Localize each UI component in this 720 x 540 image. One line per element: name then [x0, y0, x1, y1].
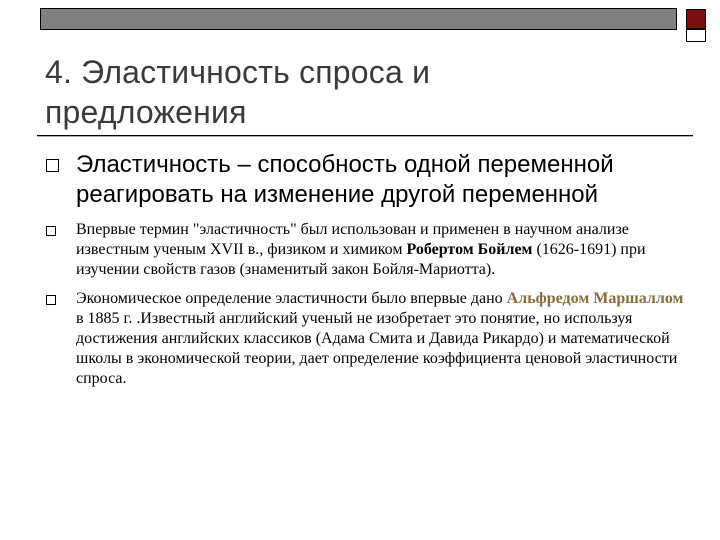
highlight-name: Альфредом Маршаллом: [506, 290, 684, 307]
title-divider: [37, 135, 693, 137]
bullet-text-after: в 1885 г. .Известный английский ученый не изобретает это понятие, но используя достижения английских классиков (Адама Смита и Давида Рикардо) и математической школы в экономической теории, дает определение коэффициента ценовой эластичности спроса.: [76, 310, 678, 387]
slide-title-line1: 4. Эластичность спроса и: [45, 54, 431, 90]
bullet-boyle: [40, 220, 690, 280]
highlight-name: Робертом Бойлем: [406, 241, 533, 258]
bullet-list: [40, 150, 690, 398]
slide-title: [45, 52, 695, 132]
bullet-text-before: Экономическое определение эластичности было впервые дано: [76, 290, 507, 307]
accent-square-bottom: [686, 29, 706, 42]
accent-square-top: [686, 9, 706, 29]
bullet-text: Эластичность – способность одной переменной реагировать на изменение другой переменной: [76, 151, 614, 208]
square-bullet-icon: [46, 159, 59, 172]
bullet-text-before: Впервые термин "эластичность" был использован и применен в научном анализе известным ученым XVII в., физиком и химиком: [76, 221, 629, 258]
bullet-text-after: (1626-1691) при изучении свойств газов (знаменитый закон Бойля-Мариотта).: [76, 241, 646, 278]
square-bullet-icon: [46, 295, 56, 305]
square-bullet-icon: [46, 226, 56, 236]
bullet-definition: [40, 150, 690, 210]
header-decor-bar: [40, 8, 677, 30]
bullet-marshall: [40, 289, 690, 389]
slide-title-line2: предложения: [45, 94, 247, 130]
